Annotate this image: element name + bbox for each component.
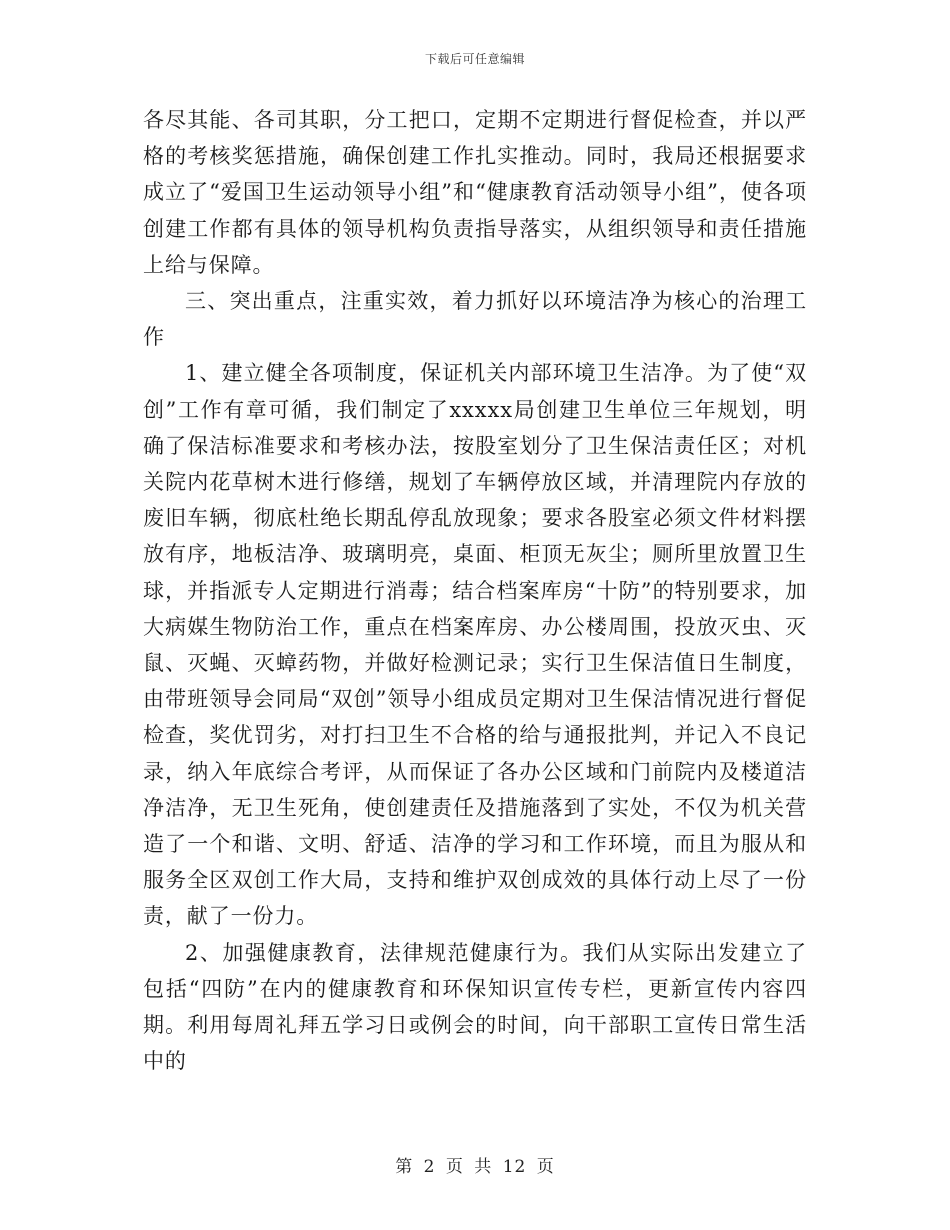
section-heading-3: 三、突出重点，注重实效，着力抓好以环境洁净为核心的治理工作 [143,289,807,350]
paragraph-1: 各尽其能、各司其职，分工把口，定期不定期进行督促检查，并以严格的考核奖惩措施，确保创建工作扎实推动。同时，我局还根据要求成立了“爱国卫生运动领导小组”和“健康教育活动领导小组”，使各项创建工作都有具体的领导机构负责指导落实，从组织领导和责任措施上给与保障。 [143,108,807,277]
page-number-footer: 第 2 页 共 12 页 [395,1157,555,1177]
paragraph-item-2: 2、加强健康教育，法律规范健康行为。我们从实际出发建立了包括“四防”在内的健康教育和环保知识宣传专栏，更新宣传内容四期。利用每周礼拜五学习日或例会的时间，向干部职工宣传日常生活中的 [143,940,807,1074]
page-header: 下载后可任意编辑 [424,52,525,66]
paragraph-item-1: 1、建立健全各项制度，保证机关内部环境卫生洁净。为了使“双创”工作有章可循，我们制定了xxxxx局创建卫生单位三年规划，明确了保洁标准要求和考核办法，按股室划分了卫生保洁责任区；对机关院内花草树木进行修缮，规划了车辆停放区域，并清理院内存放的废旧车辆，彻底杜绝长期乱停乱放现象；要求各股室必须文件材料摆放有序，地板洁净、玻璃明亮，桌面、柜顶无灰尘；厕所里放置卫生球，并指派专人定期进行消毒；结合档案库房“十防”的特别要求，加大病媒生物防治工作，重点在档案库房、办公楼周围，投放灭虫、灭鼠、灭蝇、灭蟑药物，并做好检测记录；实行卫生保洁值日生制度，由带班领导会同局“双创”领导小组成员定期对卫生保洁情况进行督促检查，奖优罚劣，对打扫卫生不合格的给与通报批判，并记入不良记录，纳入年底综合考评，从而保证了各办公区域和门前院内及楼道洁净洁净，无卫生死角，使创建责任及措施落到了实处，不仅为机关营造了一个和谐、文明、舒适、洁净的学习和工作环境，而且为服从和服务全区双创工作大局，支持和维护双创成效的具体行动上尽了一份责，献了一份力。 [143,361,807,929]
document-body [143,102,807,1079]
